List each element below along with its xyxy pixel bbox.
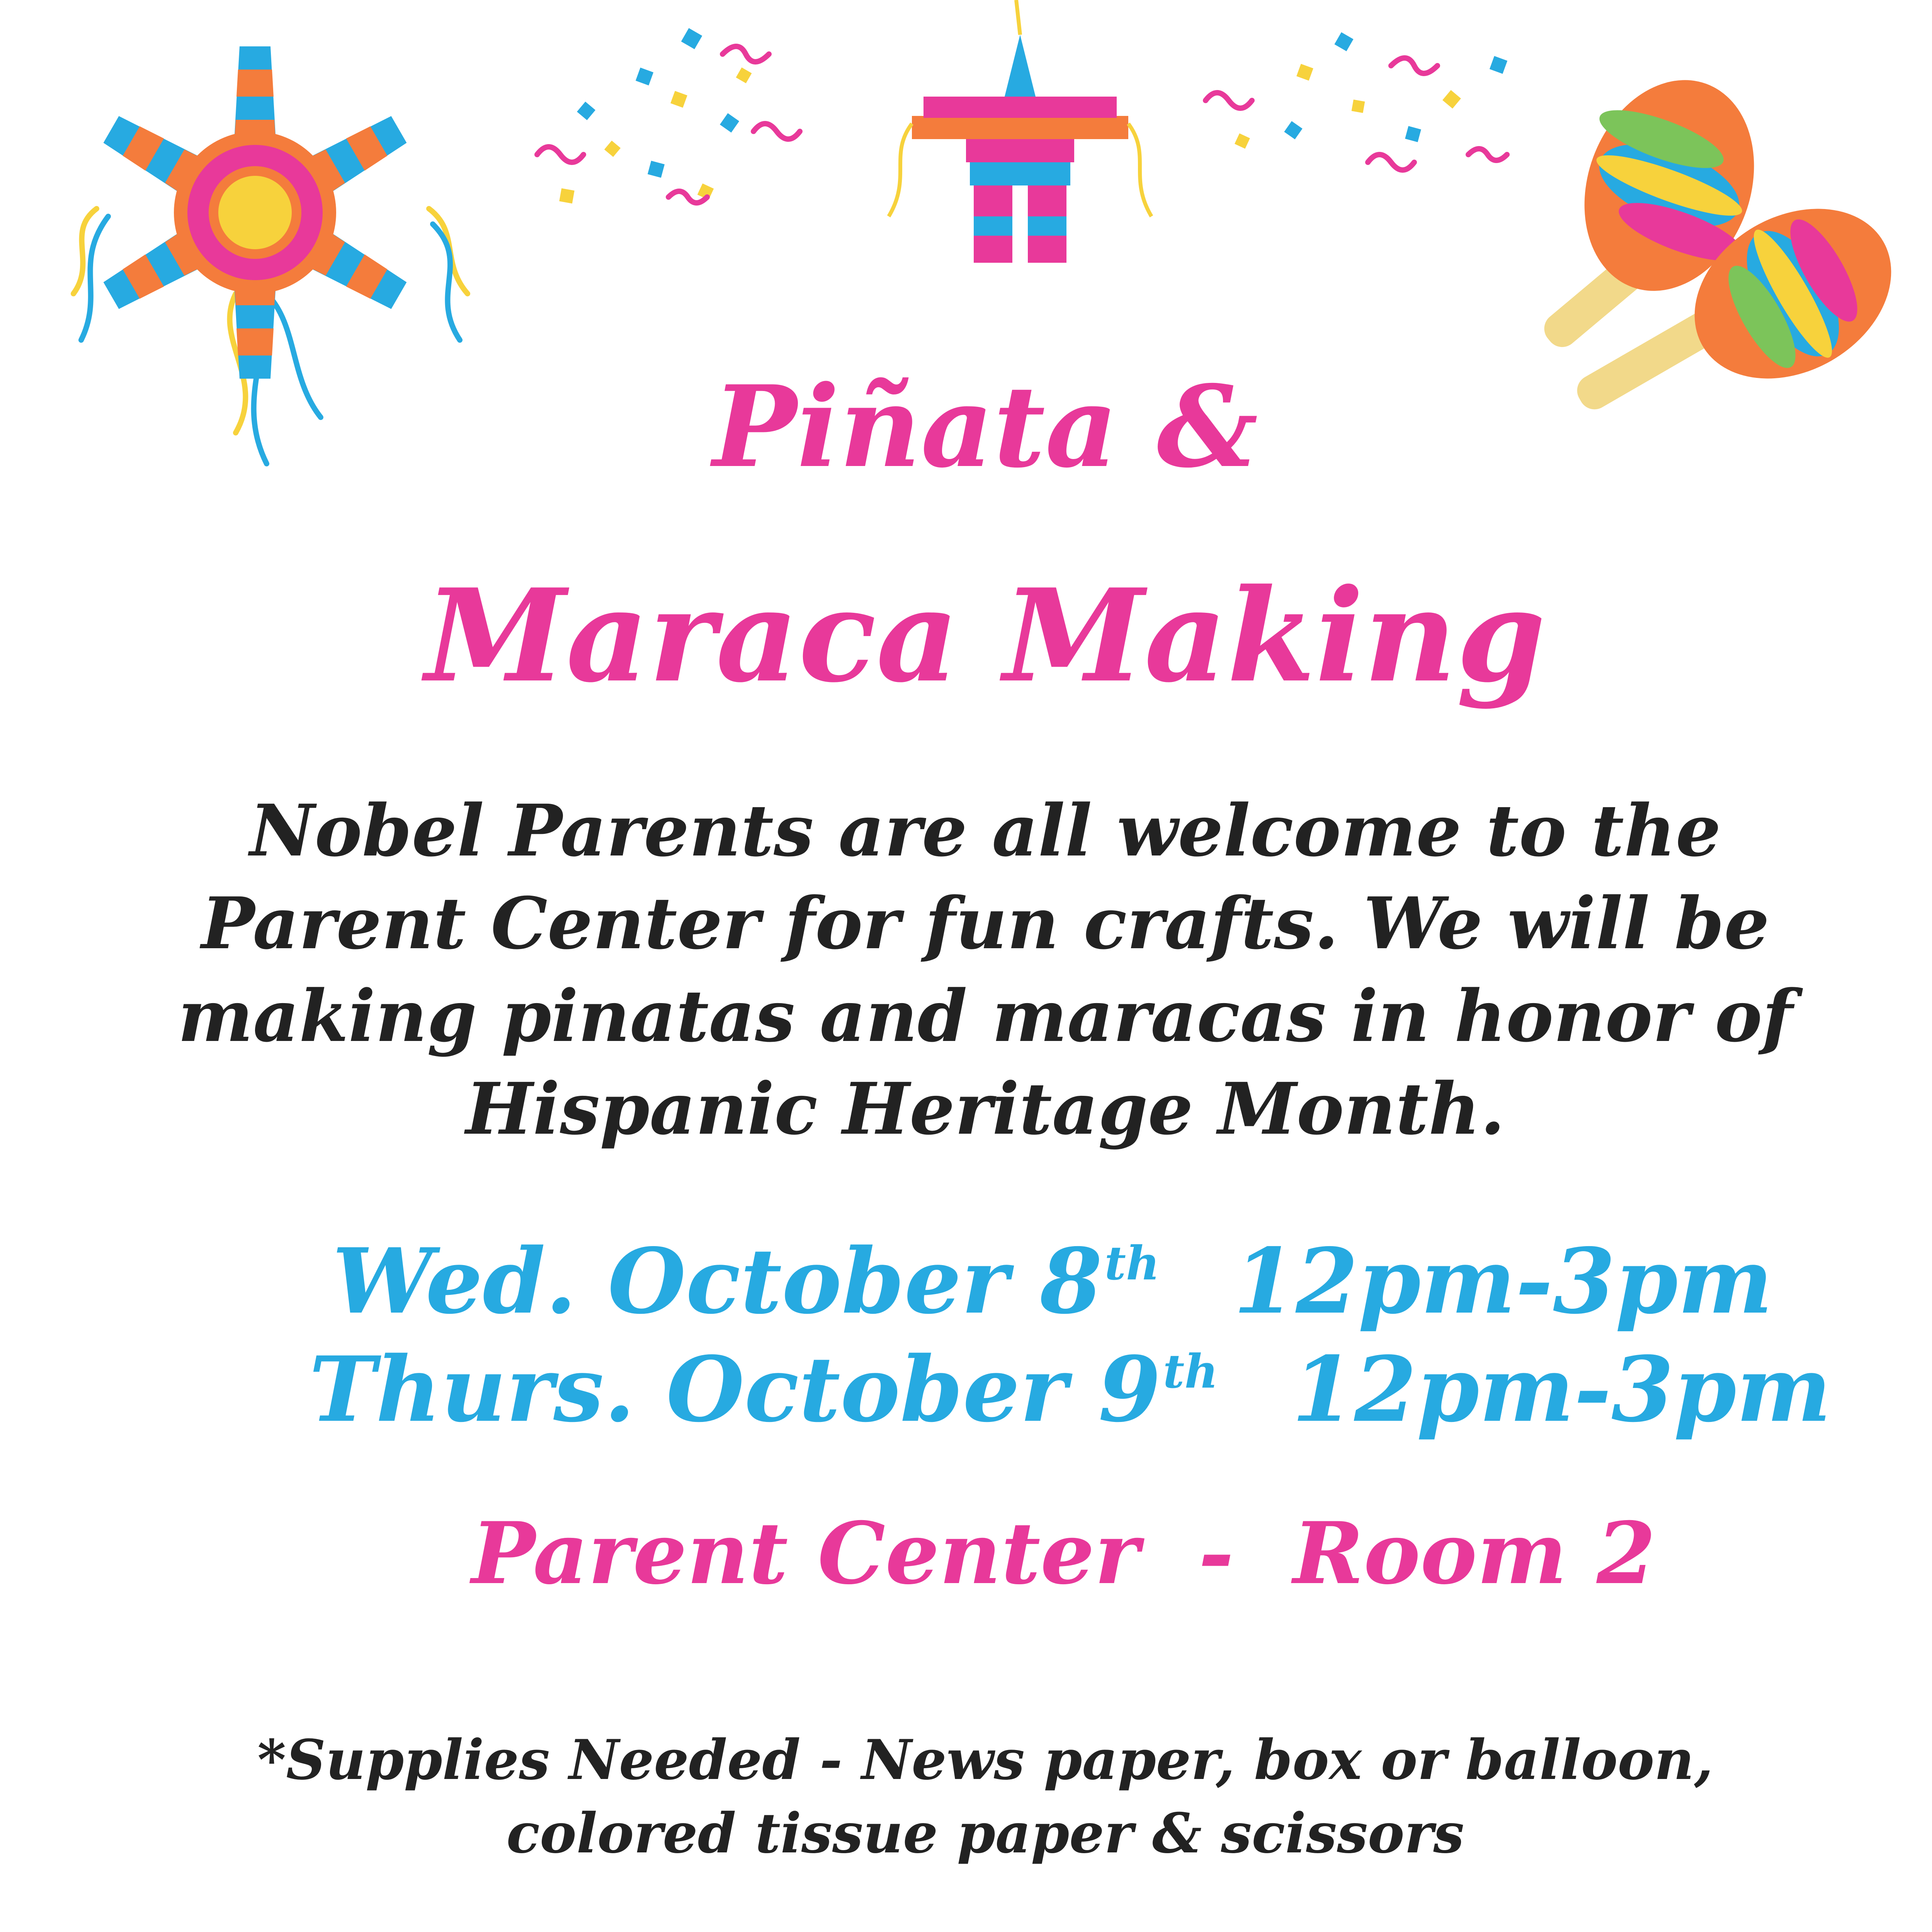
intro-line: making pinatas and maracas in honor of [178, 975, 1793, 1058]
event-location: Parent Center - Room 2 [471, 1503, 1656, 1603]
intro-line: Nobel Parents are all welcome to the [250, 789, 1721, 872]
title-line-1: Piñata & [713, 361, 1258, 493]
donkey-pinata-icon [866, 0, 1175, 278]
schedule-day-suffix: th [1163, 1344, 1218, 1399]
schedule-day-suffix: th [1104, 1236, 1160, 1291]
title-line-2: Maraca Making [425, 561, 1546, 711]
intro-line: Hispanic Heritage Month. [466, 1067, 1505, 1151]
schedule-row [309, 1337, 1832, 1442]
supplies-note [0, 1723, 1932, 1870]
schedule-day: Thurs. October 9 [309, 1337, 1161, 1442]
intro-line: Parent Center for fun crafts. We will be [201, 882, 1770, 965]
schedule-row [332, 1228, 1773, 1334]
confetti-icon [1190, 23, 1538, 216]
schedule-time: 12pm-3pm [1292, 1337, 1832, 1442]
schedule-day: Wed. October 8 [332, 1228, 1102, 1334]
supplies-line: colored tissue paper & scissors [506, 1801, 1464, 1866]
schedule-time: 12pm-3pm [1233, 1228, 1773, 1334]
confetti-icon [522, 15, 908, 232]
supplies-line: *Supplies Needed - News paper, box or balloon, [257, 1728, 1713, 1792]
intro-paragraph [0, 784, 1932, 1155]
